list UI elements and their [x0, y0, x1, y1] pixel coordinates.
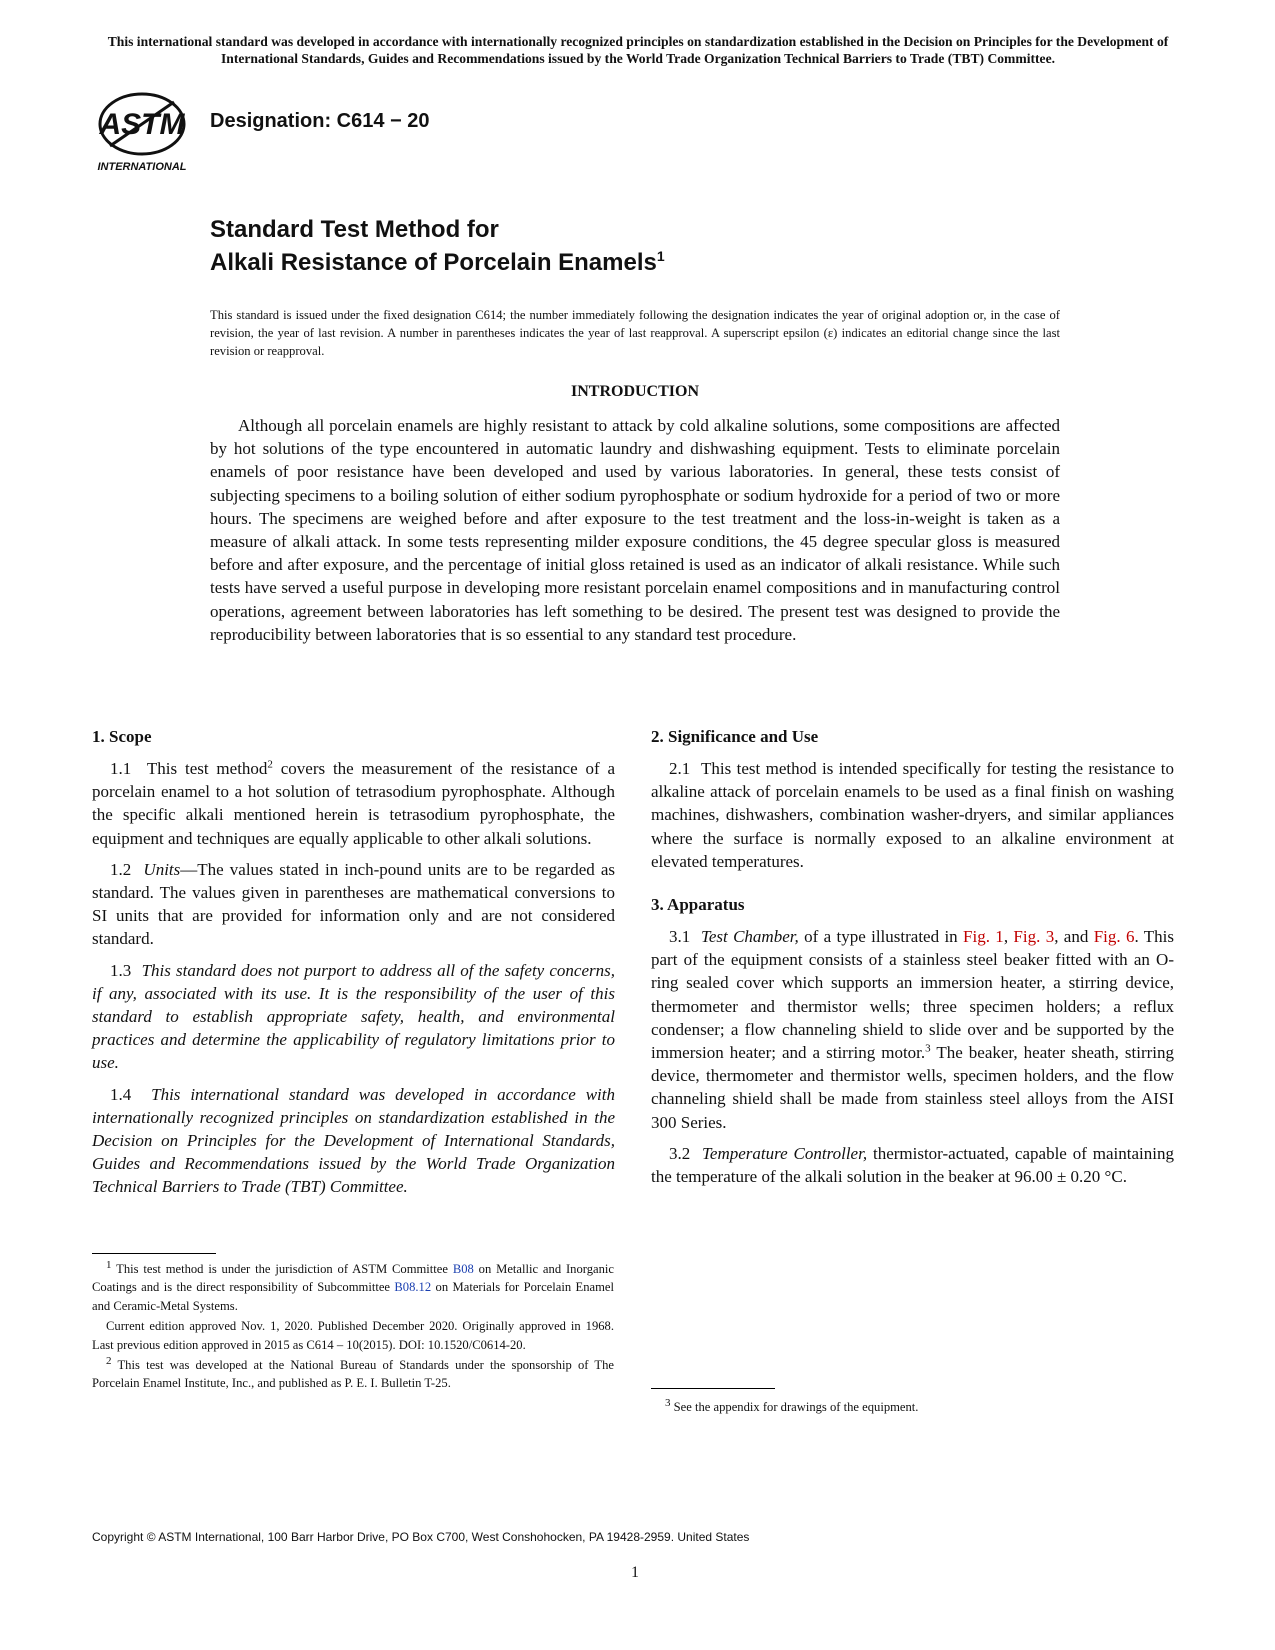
logo-letters: ASTM [99, 108, 185, 141]
page-number: 1 [631, 1564, 639, 1581]
para-1-3: 1.3 This standard does not purport to address all of the safety concerns, if any, associated with its use. It is the responsibility of the user of this standard to establish appropriate safety, health, and environmental practices and determine the applicability of regulatory limitations prior to use. [92, 960, 615, 1073]
para-1-2: 1.2 Units—The values stated in inch-pound units are to be regarded as standard. The values given in parentheses are mathematical conversions to SI units that are provided for information only and are not considered standard. [92, 859, 615, 949]
footnotes-right [651, 1398, 1173, 1418]
scope-heading: 1. Scope [92, 727, 152, 746]
para-2-1: 2.1 This test method is intended specifically for testing the resistance to alkaline attack of porcelain enamels to be used as a final finish on washing machines, dishwashers, combination washer-dryers, and similar appliances where the surface is normally exposed to an alkaline environment at elevated temperatures. [651, 759, 1175, 871]
b08-12-link[interactable]: B08.12 [394, 1280, 432, 1295]
footnote-3: $^3$ See the appendix for drawings of the equipment. [665, 1396, 919, 1414]
copyright: Copyright © ASTM International, 100 Barr Harbor Drive, PO Box C700, West Conshohocken, PA 19428-2959. United States [92, 1530, 750, 1544]
title-line-1: Standard Test Method for [210, 216, 499, 243]
para-3-2: 3.2 Temperature Controller, thermistor-actuated, capable of maintaining the temperature of the alkali solution in the beaker at 96.00 ± 0.20 °C. [651, 1143, 1174, 1187]
footnote-1-edition: Current edition approved Nov. 1, 2020. Published December 2020. Originally approved in 1968. Last previous edition approved in 2015 as C614 – 10(2015). DOI: 10.1520/C0614-20. [92, 1319, 614, 1352]
left-column [92, 725, 615, 1207]
astm-logo [90, 88, 194, 174]
b08-link[interactable]: B08 [452, 1262, 474, 1276]
fig-1-link[interactable]: Fig. 1 [963, 927, 1004, 947]
footnote-1: $^1$ This test method is under the jurisdiction of ASTM Committee B08 on Metallic and Inorganic Coatings and is the direct responsibility of Subcommittee B08.12 on Materials for Porcelain Enamel and Ceramic-Metal Systems. [92, 1258, 614, 1313]
footnote-rule-right [651, 1388, 775, 1389]
right-column [651, 725, 1174, 1196]
introduction-text: Although all porcelain enamels are highly resistant to attack by cold alkaline solutions, some compositions are affected by hot solutions of the type encountered in automatic laundry and dishwashing equipment. Tests to eliminate porcelain enamels of poor resistance have been developed and used by various laboratories. In general, these tests consist of subjecting specimens to a boiling solution of either sodium pyrophosphate or sodium hydroxide for a period of two or more hours. The specimens are weighed before and after exposure to the test treatment and the loss-in-weight is taken as a measure of alkali attack. In some tests representing milder exposure conditions, the 45 degree specular gloss is measured before and after exposure, and the percentage of initial gloss retained is used as an indicator of alkali resistance. While such tests have served a useful purpose in developing more resistant porcelain enamel compositions and in manufacturing control operations, agreement between laboratories has left something to be desired. The present test was designed to provide the reproducibility between laboratories that is so essential to any standard test procedure. [210, 416, 1060, 644]
significance-heading: 2. Significance and Use [651, 727, 819, 746]
apparatus-heading: 3. Apparatus [651, 895, 745, 915]
wto-notice: This international standard was developed in accordance with internationally recognized principles on standardization established in the Decision on Principles for the Development of International Standards, Guides and Recommendations issued by the World Trade Organization Technical Barriers to Trade (TBT) Committee. [107, 34, 1169, 66]
para-1-1: 1.1 This test method$^2$ covers the measurement of the resistance of a porcelain enamel to a hot solution of tetrasodium pyrophosphate. Although the specific alkali mentioned herein is tetrasodium pyrophosphate, the equipment and techniques are equally applicable to other alkali solutions. [92, 758, 616, 848]
fig-3-link[interactable]: Fig. 3 [1013, 927, 1055, 947]
introduction-heading: INTRODUCTION [570, 383, 699, 400]
designation: Designation: C614 − 20 [210, 110, 430, 132]
footnotes-left [92, 1260, 614, 1395]
title-footnote-mark: 1 [656, 248, 665, 264]
issued-note: This standard is issued under the fixed designation C614; the number immediately following the designation indicates the year of original adoption or, in the case of revision, the year of last revision. A number in parentheses indicates the year of last reapproval. A superscript epsilon (ε) indicates an editorial change since the last revision or reapproval. [210, 308, 1060, 358]
para-3-1: 3.1 Test Chamber, of a type illustrated in Fig. 1, Fig. 3, and Fig. 6. This part of the equipment consists of a stainless steel beaker fitted with an O-ring sealed cover which supports an immersion heater, a stirring device, thermometer and thermistor wells; three specimen holders; a reflux condenser; a flow channeling shield to slide over and be supported by the immersion heater; and a stirring motor.$^3$ The beaker, heater sheath, stirring device, thermometer and thermistor wells, specimen holders, and the flow channeling shield shall be made from stainless steel alloys from the AISI 300 Series. [651, 927, 1175, 1132]
para-1-4: 1.4 This international standard was developed in accordance with internationally recognized principles on standardization established in the Decision on Principles for the Development of International Standards, Guides and Recommendations issued by the World Trade Organization Technical Barriers to Trade (TBT) Committee. [92, 1084, 616, 1197]
title-line-2 [210, 246, 665, 279]
fig-6-link[interactable]: Fig. 6 [1093, 927, 1135, 947]
document-title [210, 213, 665, 279]
title-main: Alkali Resistance of Porcelain Enamels [210, 249, 657, 276]
footnote-2: $^2$ This test was developed at the National Bureau of Standards under the sponsorship of The Porcelain Enamel Institute, Inc., and published as P. E. I. Bulletin T-25. [92, 1354, 614, 1391]
footnote-rule-left [92, 1253, 216, 1254]
logo-subtitle: INTERNATIONAL [97, 161, 187, 173]
